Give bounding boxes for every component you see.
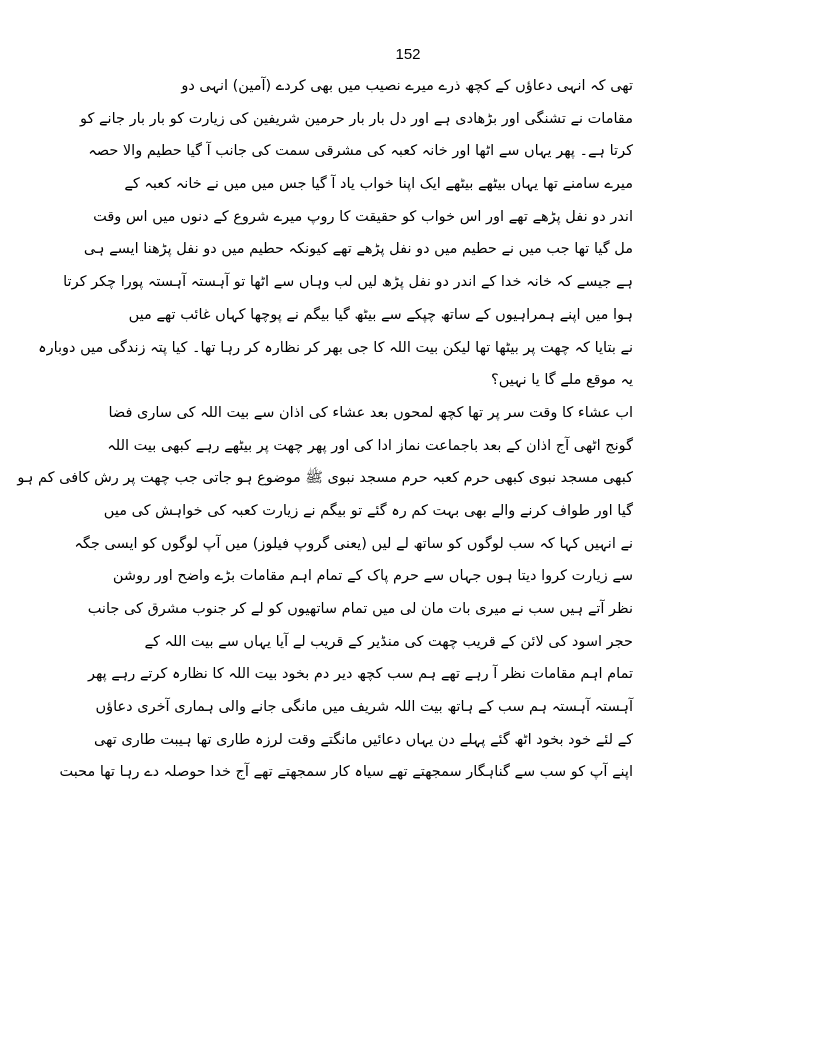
paragraph-2 xyxy=(17,397,633,789)
text-line: مل گیا تھا جب میں نے حطیم میں دو نفل پڑھے تھے کیونکہ حطیم میں دو نفل پڑھنا ایسے ہی xyxy=(83,241,633,258)
text-line: گیا اور طواف کرنے والے بھی بہت کم رہ گئے تو بیگم نے زیارت کعبہ کی خواہش کی میں xyxy=(103,502,633,519)
text-line: آہستہ آہستہ ہم سب کے ہاتھ بیت اللہ شریف میں مانگی جانے والی ہماری آخری دعاؤں xyxy=(95,699,633,716)
text-line: تمام اہم مقامات نظر آ رہے تھے ہم سب کچھ دیر دم بخود بیت اللہ کا نظارہ کرتے رہے پھر xyxy=(87,666,633,683)
body-text xyxy=(17,70,633,789)
text-line: کے لئے خود بخود اٹھ گئے پہلے دن یہاں دعائیں مانگتے وقت لرزہ طاری تھا ہیبت طاری تھی xyxy=(93,731,633,748)
text-line: میرے سامنے تھا یہاں بیٹھے بیٹھے ایک اپنا خواب یاد آ گیا جس میں میں نے خانہ کعبہ کے xyxy=(124,176,633,193)
text-line: حجر اسود کی لائن کے قریب چھت کی منڈیر کے قریب لے آیا یہاں سے بیت اللہ کے xyxy=(144,633,633,650)
text-line: تھی کہ انہی دعاؤں کے کچھ ذرے میرے نصیب میں بھی کردے (آمین) انہی دو xyxy=(181,78,633,94)
text-line: اندر دو نفل پڑھے تھے اور اس خواب کو حقیقت کا روپ میرے شروع کے دنوں میں اس وقت xyxy=(93,208,633,225)
text-line: یہ موقع ملے گا یا نہیں؟ xyxy=(491,372,633,389)
text-line: اب عشاء کا وقت سر پر تھا کچھ لمحوں بعد عشاء کی اذان سے بیت اللہ کی ساری فضا xyxy=(108,404,633,421)
text-line: کبھی مسجد نبوی کبھی حرم کعبہ حرم مسجد نبوی ﷺ موضوع ہو جاتی جب چھت پر رش کافی کم ہو xyxy=(17,470,633,487)
text-line: ہے جیسے کہ خانہ خدا کے اندر دو نفل پڑھ لیں لب وہاں سے اٹھا تو آہستہ آہستہ پورا چکر کرتا xyxy=(63,274,633,291)
page-number: 152 xyxy=(395,46,421,63)
text-line: کرتا ہے۔ پھر یہاں سے اٹھا اور خانہ کعبہ کی مشرقی سمت کی جانب آ گیا حطیم والا حصہ xyxy=(88,143,633,160)
text-line: نظر آتے ہیں سب نے میری بات مان لی میں تمام ساتھیوں کو لے کر جنوب مشرق کی جانب xyxy=(87,601,633,617)
text-line: نے انہیں کہا کہ سب لوگوں کو ساتھ لے لیں (یعنی گروپ فیلوز) میں آپ لوگوں کو ایسی جگہ xyxy=(74,535,633,552)
text-line: گونج اٹھی آج اذان کے بعد باجماعت نماز ادا کی اور پھر چھت پر بیٹھے رہے کبھی بیت اللہ xyxy=(107,437,633,454)
text-line: اپنے آپ کو سب سے گناہگار سمجھتے تھے سیاہ کار سمجھتے تھے آج خدا حوصلہ دے رہا تھا محبت xyxy=(59,764,633,781)
text-line: سے زیارت کروا دیتا ہوں جہاں سے حرم پاک کے تمام اہم مقامات بڑے واضح اور روشن xyxy=(112,568,633,585)
text-line: ہوا میں اپنے ہمراہیوں کے ساتھ چپکے سے بیٹھ گیا بیگم نے پوچھا کہاں غائب تھے میں xyxy=(128,306,633,323)
text-line: مقامات نے تشنگی اور بڑھادی ہے اور دل بار بار حرمین شریفین کی زیارت کو بار بار جانے کو xyxy=(80,110,633,127)
paragraph-1 xyxy=(38,70,633,397)
text-line: نے بتایا کہ چھت پر بیٹھا تھا لیکن بیت اللہ کا جی بھر کر نظارہ کر رہا تھا۔ کیا پتہ زندگی میں دوبارہ xyxy=(38,339,633,356)
